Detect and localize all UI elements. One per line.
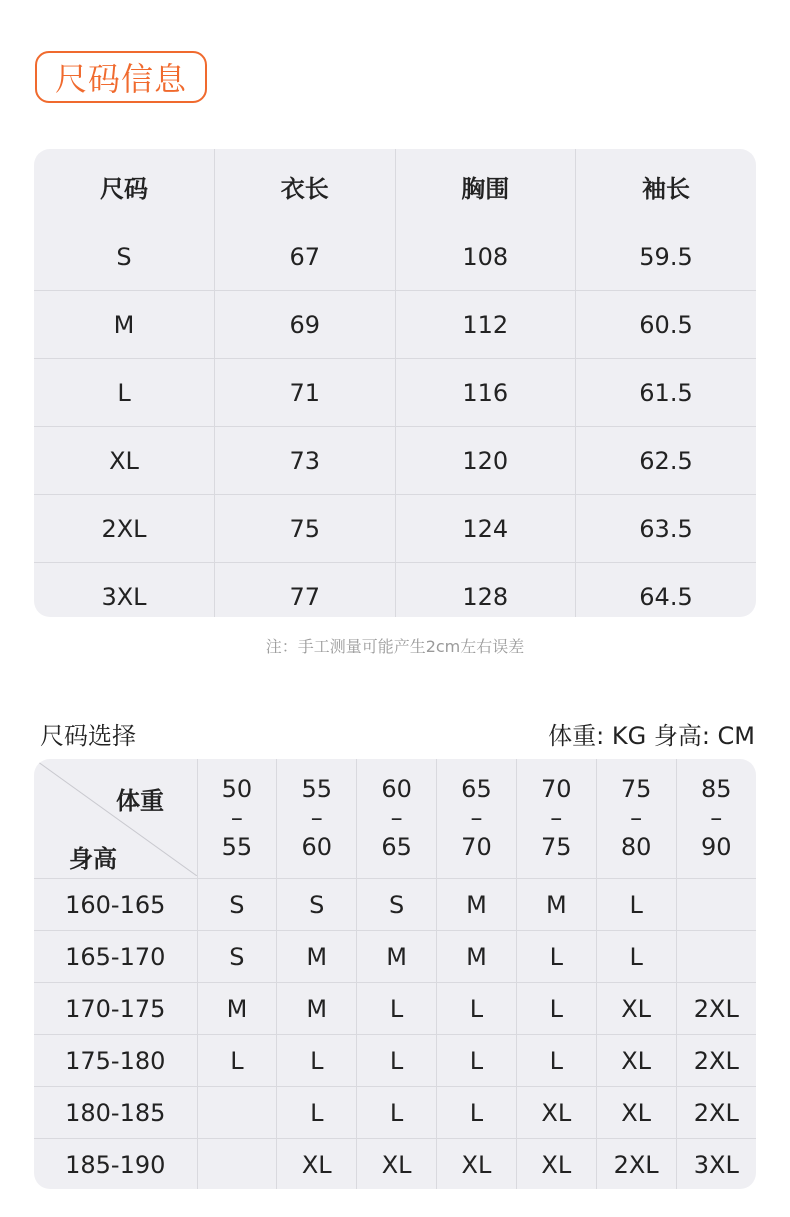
table-cell: L [34,359,215,427]
table-cell: 63.5 [576,495,757,563]
table-cell: 59.5 [576,223,757,291]
table-row [34,931,756,983]
section-title-badge [35,51,207,103]
weight-range-header: 55 – 60 [277,759,357,879]
table-cell: 3XL [34,563,215,618]
table-cell: 120 [395,427,576,495]
table-cell: XL [34,427,215,495]
table-cell: XL [277,1139,357,1190]
table-cell: 2XL [676,1087,756,1139]
table-cell: L [596,879,676,931]
height-range-cell: 165-170 [34,931,197,983]
table-row [34,1087,756,1139]
table-cell: 75 [215,495,396,563]
table-row [34,1139,756,1190]
corner-weight-label: 体重 [116,787,164,815]
table-cell: 108 [395,223,576,291]
height-range-cell: 180-185 [34,1087,197,1139]
measurement-note: 注：手工测量可能产生2cm左右误差 [265,637,525,656]
table-row [34,879,756,931]
table-cell: S [197,879,277,931]
table-cell: M [357,931,437,983]
table-cell: M [197,983,277,1035]
table-cell: 2XL [34,495,215,563]
table-row [34,427,756,495]
table-row [34,1035,756,1087]
header-cell: 袖长 [642,174,690,203]
weight-range-header: 70 – 75 [516,759,596,879]
table-cell [197,1139,277,1190]
header-cell: 尺码 [34,149,215,223]
corner-height-label: 身高 [69,845,117,873]
table-cell [676,879,756,931]
table-cell: L [357,1035,437,1087]
table-row [34,359,756,427]
table-cell: S [34,223,215,291]
table-row [34,983,756,1035]
recommend-header-row [34,759,756,879]
table-cell [676,931,756,983]
section-title: 尺码信息 [54,60,187,98]
table-cell: 67 [215,223,396,291]
table-cell: 69 [215,291,396,359]
table-cell: 2XL [596,1139,676,1190]
table-cell: 116 [395,359,576,427]
table-cell: M [516,879,596,931]
table-cell: M [34,291,215,359]
table-cell: L [516,931,596,983]
table-cell: M [277,983,357,1035]
table-cell: S [197,931,277,983]
table-cell: 124 [395,495,576,563]
weight-range-header: 50 – 55 [197,759,277,879]
height-range-cell: 160-165 [34,879,197,931]
table-row [34,223,756,291]
table-cell: 128 [395,563,576,618]
weight-range-header: 75 – 80 [596,759,676,879]
table-cell: S [357,879,437,931]
table-cell: L [516,1035,596,1087]
table-cell: 2XL [676,1035,756,1087]
table-cell: M [437,879,517,931]
table-cell: XL [596,1087,676,1139]
height-range-cell: 185-190 [34,1139,197,1190]
table-cell: S [277,879,357,931]
size-selection-label: 尺码选择 [40,722,136,750]
table-cell: L [277,1087,357,1139]
table-cell: M [437,931,517,983]
table-cell: 60.5 [576,291,757,359]
weight-range-header: 65 – 70 [437,759,517,879]
table-row [34,495,756,563]
table-cell: L [437,1035,517,1087]
table-cell: XL [516,1139,596,1190]
size-table-header-row [34,149,756,223]
table-cell: L [437,983,517,1035]
table-cell: XL [437,1139,517,1190]
table-cell: 77 [215,563,396,618]
table-row [34,291,756,359]
size-info-table [34,149,756,617]
table-cell: 112 [395,291,576,359]
table-cell: 61.5 [576,359,757,427]
height-range-cell: 175-180 [34,1035,197,1087]
table-cell: 2XL [676,983,756,1035]
table-cell: 64.5 [639,582,693,611]
corner-cell [34,759,197,879]
table-cell: 3XL [693,1150,739,1179]
table-cell: L [596,931,676,983]
table-cell: XL [596,983,676,1035]
table-row [34,563,756,618]
table-cell: 62.5 [576,427,757,495]
table-cell [197,1087,277,1139]
table-cell: XL [516,1087,596,1139]
table-cell: L [437,1087,517,1139]
table-cell: 73 [215,427,396,495]
header-cell: 衣长 [215,149,396,223]
table-cell: M [277,931,357,983]
table-cell: XL [357,1139,437,1190]
table-cell: L [516,983,596,1035]
table-cell: L [357,983,437,1035]
weight-range-header: 85 – 90 [676,759,756,879]
table-cell: L [197,1035,277,1087]
units-label: 体重: KG 身高: CM [548,722,755,750]
weight-range-header: 60 – 65 [357,759,437,879]
header-cell: 胸围 [395,149,576,223]
table-cell: L [277,1035,357,1087]
table-cell: L [357,1087,437,1139]
table-cell: XL [596,1035,676,1087]
size-recommendation-table [34,759,756,1189]
height-range-cell: 170-175 [34,983,197,1035]
table-cell: 71 [215,359,396,427]
